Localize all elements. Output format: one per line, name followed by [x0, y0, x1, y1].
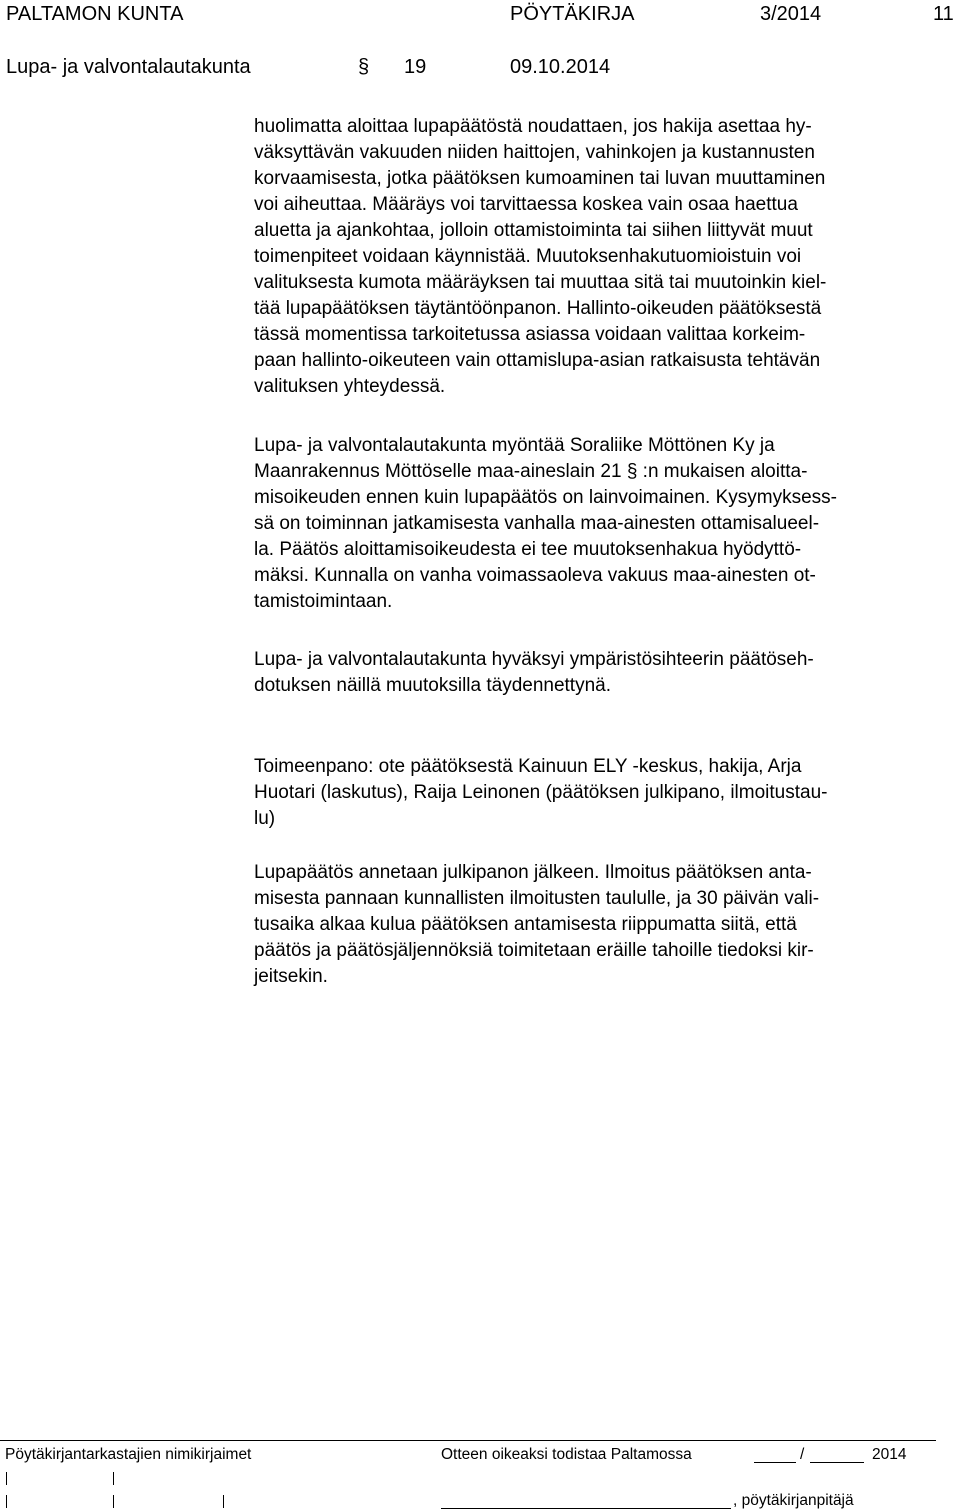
- reviewers-initials-label: Pöytäkirjantarkastajien nimikirjaimet: [5, 1446, 252, 1463]
- text-line: väksyttävän vakuuden niiden haittojen, vahinkojen ja kustannusten: [254, 142, 815, 163]
- section-symbol: §: [358, 56, 370, 78]
- secretary-label: , pöytäkirjanpitäjä: [733, 1492, 854, 1509]
- month-field-line: [810, 1462, 864, 1463]
- paragraph-1: [254, 114, 954, 400]
- text-line: tässä momentissa tarkoitetussa asiassa voidaan valittaa korkeim-: [254, 324, 806, 345]
- text-line: dotuksen näillä muutoksilla täydennettynä.: [254, 675, 612, 696]
- certification-year: 2014: [872, 1446, 907, 1463]
- text-line: la. Päätös aloittamisoikeudesta ei tee muutoksenhakua hyödyttö-: [254, 539, 802, 560]
- text-line: Huotari (laskutus), Raija Leinonen (päätöksen julkipano, ilmoitustau-: [254, 782, 828, 803]
- board-name: Lupa- ja valvontalautakunta: [6, 56, 251, 78]
- initials-box-divider: [6, 1495, 7, 1508]
- section-number: 19: [404, 56, 427, 78]
- text-line: mäksi. Kunnalla on vanha voimassaoleva vakuus maa-ainesten ot-: [254, 565, 816, 586]
- text-line: paan hallinto-oikeuteen vain ottamislupa-asian ratkaisusta tehtävän: [254, 350, 821, 371]
- page-number: 11: [933, 3, 954, 25]
- text-line: korvaamisesta, jotka päätöksen kumoaminen tai luvan muuttaminen: [254, 168, 826, 189]
- initials-box-divider: [6, 1472, 7, 1485]
- text-line: misesta pannaan kunnallisten ilmoitusten taululle, ja 30 päivän vali-: [254, 888, 820, 909]
- paragraph-2: [254, 433, 954, 615]
- text-line: Lupapäätös annetaan julkipanon jälkeen. Ilmoitus päätöksen anta-: [254, 862, 812, 883]
- text-line: päätös ja päätösjäljennöksiä toimitetaan eräille tahoille tiedoksi kir-: [254, 940, 814, 961]
- date-separator: /: [800, 1446, 805, 1463]
- text-line: Maanrakennus Möttöselle maa-aineslain 21 § :n mukaisen aloitta-: [254, 461, 808, 482]
- paragraph-3: [254, 647, 954, 699]
- initials-box-divider: [223, 1495, 224, 1508]
- initials-box-divider: [113, 1495, 114, 1508]
- text-line: valituksen yhteydessä.: [254, 376, 446, 397]
- meeting-date: 09.10.2014: [510, 56, 611, 78]
- text-line: Lupa- ja valvontalautakunta hyväksyi ympäristösihteerin päätöseh-: [254, 649, 814, 670]
- document-type: PÖYTÄKIRJA: [510, 3, 635, 25]
- text-line: tamistoimintaan.: [254, 591, 393, 612]
- paragraph-notice: [254, 860, 954, 990]
- footer-divider: [0, 1440, 936, 1441]
- initials-box-divider: [113, 1472, 114, 1485]
- text-line: voi aiheuttaa. Määräys voi tarvittaessa koskea vain osaa haettua: [254, 194, 798, 215]
- text-line: aluetta ja ajankohtaa, jolloin ottamistoiminta tai siihen liittyvät muut: [254, 220, 813, 241]
- text-line: valituksesta kumota määräyksen tai muuttaa sitä tai muutoinkin kiel-: [254, 272, 827, 293]
- text-line: Lupa- ja valvontalautakunta myöntää Soraliike Möttönen Ky ja: [254, 435, 775, 456]
- text-line: Toimeenpano: ote päätöksestä Kainuun ELY -keskus, hakija, Arja: [254, 756, 802, 777]
- text-line: tusaika alkaa kulua päätöksen antamisesta riippumatta siitä, että: [254, 914, 797, 935]
- text-line: huolimatta aloittaa lupapäätöstä noudattaen, jos hakija asettaa hy-: [254, 116, 812, 137]
- text-line: jeitsekin.: [254, 966, 328, 987]
- text-line: sä on toiminnan jatkamisesta vanhalla maa-ainesten ottamisalueel-: [254, 513, 820, 534]
- day-field-line: [754, 1462, 796, 1463]
- text-line: tää lupapäätöksen täytäntöönpanon. Hallinto-oikeuden päätöksestä: [254, 298, 822, 319]
- text-line: misoikeuden ennen kuin lupapäätös on lainvoimainen. Kysymyksess-: [254, 487, 837, 508]
- paragraph-implementation: [254, 754, 954, 832]
- text-line: lu): [254, 808, 276, 829]
- document-number: 3/2014: [760, 3, 822, 25]
- certification-label: Otteen oikeaksi todistaa Paltamossa: [441, 1446, 692, 1463]
- text-line: toimenpiteet voidaan käynnistää. Muutoksenhakutuomioistuin voi: [254, 246, 802, 267]
- signature-line: [441, 1508, 731, 1509]
- municipality-name: PALTAMON KUNTA: [6, 3, 184, 25]
